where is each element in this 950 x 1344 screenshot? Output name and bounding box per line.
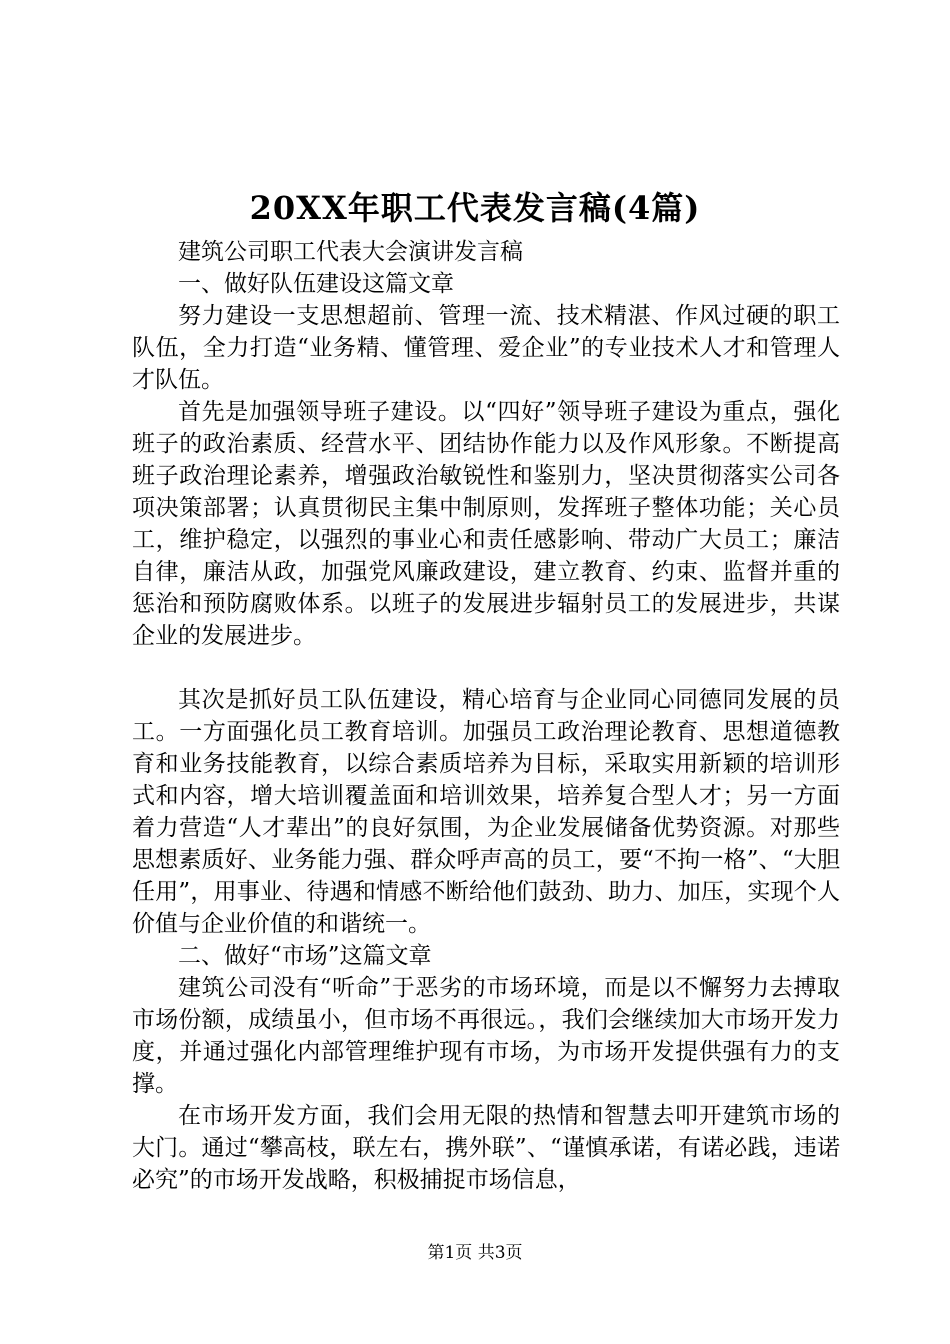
paragraph: 其次是抓好员工队伍建设，精心培育与企业同心同德同发展的员工。一方面强化员工教育培训。加强员工政治理论教育、思想道德教育和业务技能教育，以综合素质培养为目标，采取实用新颖的培训形式和内容，增大培训覆盖面和培训效果，培养复合型人才；另一方面着力营造“人才辈出”的良好氛围，为企业发展储备优势资源。对那些思想素质好、业务能力强、群众呼声高的员工，要“不拘一格”、“大胆任用”，用事业、待遇和情感不断给他们鼓劲、助力、加压，实现个人价值与企业价值的和谐统一。 [132, 687, 840, 937]
paragraph: 努力建设一支思想超前、管理一流、技术精湛、作风过硬的职工队伍，全力打造“业务精、懂管理、爱企业”的专业技术人才和管理人才队伍。 [132, 303, 840, 393]
paragraph: 首先是加强领导班子建设。以“四好”领导班子建设为重点，强化班子的政治素质、经营水平、团结协作能力以及作风形象。不断提高班子政治理论素养，增强政治敏锐性和鉴别力，坚决贯彻落实公司各项决策部署；认真贯彻民主集中制原则，发挥班子整体功能；关心员工，维护稳定，以强烈的事业心和责任感影响、带动广大员工；廉洁自律，廉洁从政，加强党风廉政建设，建立教育、约束、监督并重的惩治和预防腐败体系。以班子的发展进步辐射员工的发展进步，共谋企业的发展进步。 [132, 399, 840, 649]
paragraph-subtitle: 建筑公司职工代表大会演讲发言稿 [178, 239, 523, 265]
document-body [132, 236, 840, 1196]
paragraph-heading-1: 一、做好队伍建设这篇文章 [178, 271, 454, 297]
page-footer: 第1页 共3页 [427, 1243, 523, 1263]
paragraph-heading-2: 二、做好“市场”这篇文章 [178, 943, 432, 969]
paragraph: 在市场开发方面，我们会用无限的热情和智慧去叩开建筑市场的大门。通过“攀高枝，联左右，携外联”、“谨慎承诺，有诺必践，违诺必究”的市场开发战略，积极捕捉市场信息， [132, 1103, 840, 1193]
paragraph: 建筑公司没有“听命”于恶劣的市场环境，而是以不懈努力去搏取市场份额，成绩虽小，但市场不再很远。，我们会继续加大市场开发力度，并通过强化内部管理维护现有市场，为市场开发提供强有力的支撑。 [132, 975, 840, 1097]
document-title: 20XX年职工代表发言稿(4篇) [249, 189, 701, 227]
